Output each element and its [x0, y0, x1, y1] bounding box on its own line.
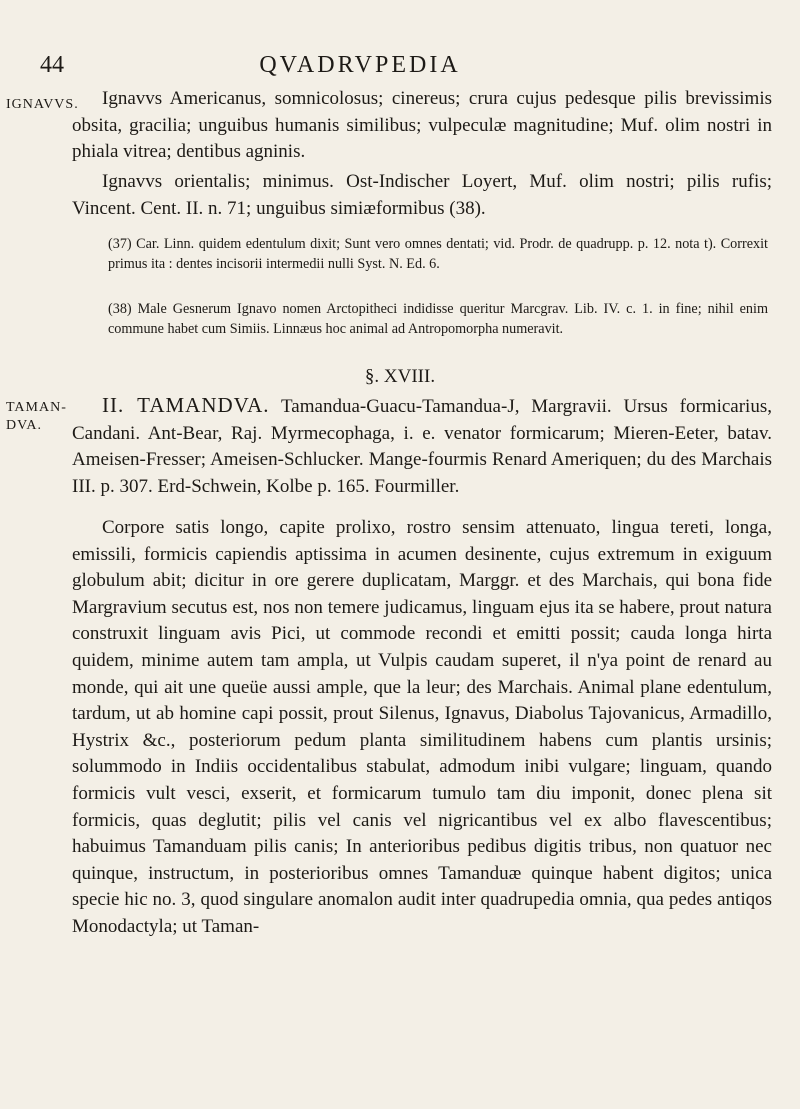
section-heading: §. XVIII. [364, 366, 436, 387]
entry-text: Corpore satis longo, capite prolixo, rostro sensim attenuato, lingua tereti, longa, emissili, formicis capiendis aptissima in acumen desinente, cujus extremum in exiguum globulum abit; dicitur in ore gerere duplicatam, Marggr. et des Marchais, qui bona fide Margravium secutus est, nos non temere judicamus, linguam ejus ita se habere, prout natura construxit linguam avis Pici, ut commode recondi et emitti possit; cauda longa hirta quidem, minime autem tam ampla, ut Vulpis caudam superet, il n'ya point de renard au monde, qui ait une queüe aussi ample, que la leur; des Marchais. Animal plane edentulum, tardum, ut ab homine capi possit, prout Silenus, Ignavus, Diabolus Tajovanicus, Armadillo, Hystrix &c., posteriorum pedum planta similitudinem habens cum plantis ursinis; solummodo in Indiis occidentalibus stabulat, admodum inibi vulgare; linguam, quando formicis vult vesci, exserit, et formicarum tumulo tam diu imponit, donec plena sit formicis, quas deglutit; pilis vel canis vel nigricantibus vel ex albo flavescentibus; habuimus Tamanduam pilis canis; In anterioribus pedibus digitis tribus, non quatuor nec quinque, instructum, in posterioribus omnes Tamanduæ quinque habent digitos; unica specie hic no. 3, quod singulare anomalon audit inter quadrupedia omnia, qua pedes antiqos Monodactyla; ut Taman- [72, 517, 772, 937]
entry-heading: II. TAMANDVA. [102, 393, 270, 417]
entry-text: Ignavvs orientalis; minimus. Ost-Indischer Loyert, Muf. olim nostri; pilis rufis; Vincent. Cent. II. n. 71; unguibus simiæformibus (38). [72, 171, 772, 219]
entry-synonyms: Tamandua-Guacu-Tamandua-J, Margravii. Ursus formicarius, Candani. Ant-Bear, Raj. Myrmecophaga, i. e. venator formicarum; Mieren-Eeter, batav. Ameisen-Fresser; Ameisen-Schlucker. Mange-fourmis Renard Ameriquen; du des Marchais III. p. 307. Erd-Schwein, Kolbe p. 165. Fourmiller. [72, 396, 772, 497]
page-number: 44 [40, 52, 64, 78]
footnote-38 [108, 300, 768, 339]
running-title: QVADRVPEDIA [259, 52, 461, 78]
entry-ignavus-orientalis [72, 169, 772, 222]
footnote-text: (38) Male Gesnerum Ignavo nomen Arctopitheci indidisse queritur Marcgrav. Lib. IV. c. 1. in fine; nihil enim commune habet cum Simiis. Linnæus hoc animal ad Antropomorpha numeravit. [108, 301, 768, 337]
entry-text [72, 392, 772, 500]
entry-ignavus-americanus [72, 86, 772, 166]
margin-note-tamandua [6, 399, 70, 435]
entry-tamandua-intro [72, 392, 772, 500]
entry-tamandua-body [72, 515, 772, 941]
page-header [0, 52, 800, 82]
margin-note-ignavus: IGNAVVS. [6, 97, 79, 112]
margin-note-line: DVA. [6, 418, 43, 433]
footnote-37 [108, 235, 768, 274]
footnote-text: (37) Car. Linn. quidem edentulum dixit; Sunt vero omnes dentati; vid. Prodr. de quadrupp. p. 12. nota t). Correxit primus ita : dentes incisorii intermedii nulli Syst. N. Ed. 6. [108, 236, 768, 272]
entry-text: Ignavvs Americanus, somnicolosus; cinereus; crura cujus pedesque pilis brevissimis obsita, gracilia; unguibus humanis similibus; vulpeculæ magnitudine; Muf. olim nostri in phiala vitrea; dentibus agninis. [72, 88, 772, 163]
margin-note-line: TAMAN- [6, 400, 67, 415]
